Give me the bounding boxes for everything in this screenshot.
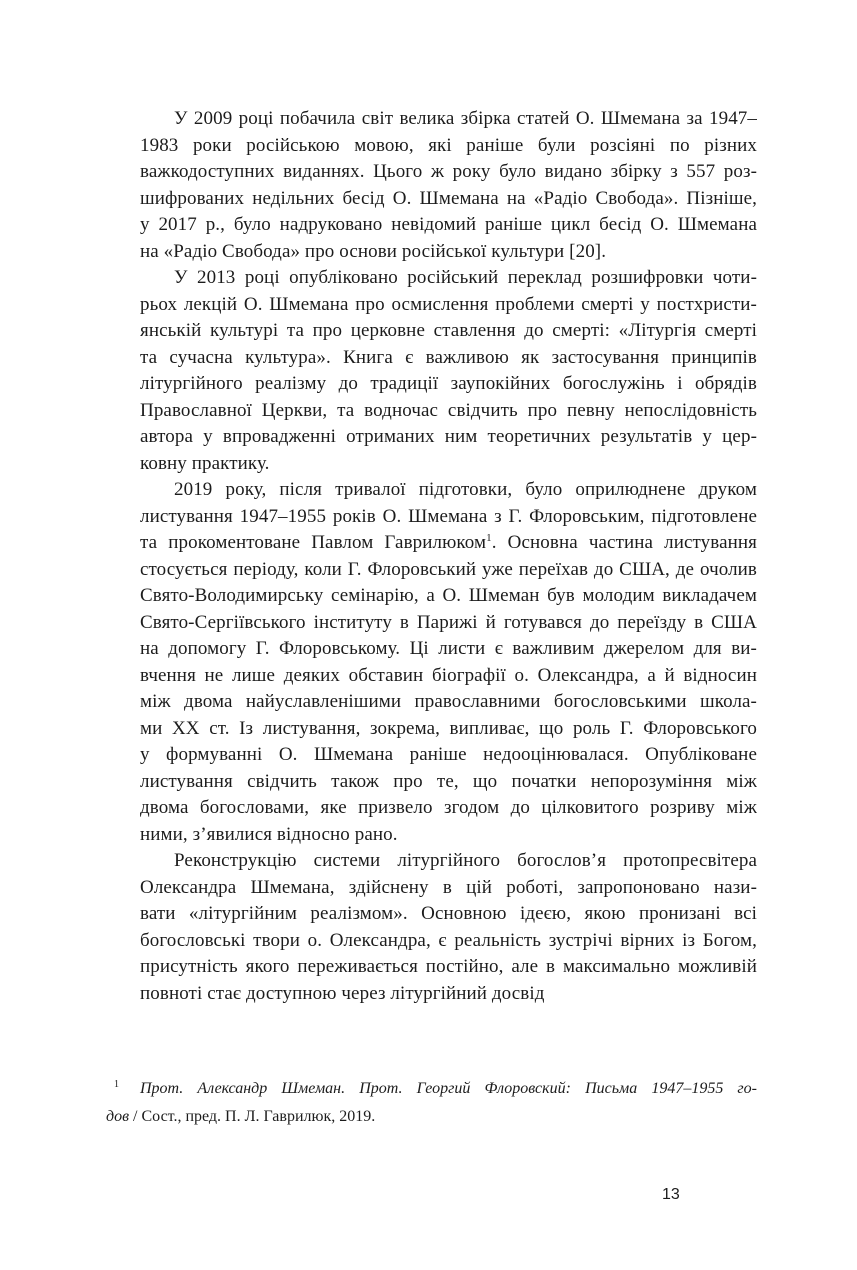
footnote-citation-italic: Прот. Александр Шмеман. Прот. Георгий Флоровский: Письма 1947–1955 го-	[140, 1080, 757, 1097]
text-line: богословські твори о. Олександра, є реальність зустрічі вірних із Богом,	[140, 929, 757, 951]
footnote	[106, 1075, 757, 1131]
paragraph-3	[106, 477, 757, 848]
text-line: на «Радіо Свобода» про основи російської культури [20].	[140, 240, 607, 262]
text-line: янській культурі та про церковне ставлення до смерті: «Літургія смерті	[140, 320, 757, 341]
text-line: у формуванні О. Шмемана раніше недооцінювалася. Опубліковане	[140, 744, 757, 765]
footnote-reference[interactable]: 1	[486, 532, 492, 544]
footnote-line: 1 Прот. Александр Шмеман. Прот. Георгий Флоровский: Письма 1947–1955 го-	[114, 1079, 757, 1097]
paragraph-2	[106, 265, 757, 477]
text-line: шифрованих недільних бесід О. Шмемана на «Радіо Свобода». Пізніше,	[140, 187, 757, 209]
text-line: листування свідчить також про те, що початки непорозуміння між	[140, 770, 757, 792]
text-line: У 2009 році побачила світ велика збірка статей О. Шмемана за 1947–	[174, 108, 757, 129]
footnote-line	[106, 1103, 757, 1131]
text-line: присутність якого переживається постійно, але в максимально можливій	[140, 956, 757, 977]
text-line: вати «літургійним реалізмом». Основною ідеєю, якою пронизані всі	[140, 903, 757, 924]
paragraph-4	[106, 848, 757, 1007]
text-segment: та прокоментоване Павлом Гаврилюком	[140, 532, 487, 553]
footnote-citation-rest: / Сост., пред. П. Л. Гаврилюк, 2019.	[129, 1108, 376, 1125]
text-line: стосується періоду, коли Г. Флоровський уже переїхав до США, де очолив	[140, 558, 757, 580]
text-line: Свято-Володимирську семінарію, а О. Шмеман був молодим викладачем	[140, 585, 757, 606]
paragraph-1	[106, 106, 757, 265]
text-line: на допомогу Г. Флоровському. Ці листи є важливим джерелом для ви-	[140, 638, 757, 659]
text-line: Реконструкцію системи літургійного богослов’я протопресвітера	[174, 850, 757, 871]
text-line: між двома найуславленішими православними богословськими школа-	[140, 691, 757, 712]
text-line: автора у впровадженні отриманих ним теоретичних результатів у цер-	[140, 426, 757, 447]
text-line: ними, з’явилися відносно рано.	[140, 823, 398, 845]
footnote-citation-italic: дов	[106, 1108, 130, 1125]
text-line: ми XX ст. Із листування, зокрема, випливає, що роль Г. Флоровського	[140, 717, 757, 739]
text-line: вчення не лише деяких обставин біографії о. Олександра, а й відносин	[140, 664, 757, 686]
text-line: Олександра Шмемана, здійснену в цій роботі, запропоновано нази-	[140, 876, 757, 898]
text-line: ковну практику.	[140, 452, 270, 474]
text-line: Свято-Сергіївського інституту в Парижі й готувався до переїзду в США	[140, 611, 757, 633]
text-line: У 2013 році опубліковано російський переклад розшифровки чоти-	[174, 267, 757, 288]
text-line: у 2017 р., було надруковано невідомий раніше цикл бесід О. Шмемана	[140, 214, 757, 235]
text-line: рьох лекцій О. Шмемана про осмислення проблеми смерті у постхристи-	[140, 293, 757, 315]
text-line: повноті стає доступною через літургійний досвід	[140, 982, 545, 1004]
page-number: 13	[662, 1186, 680, 1203]
text-line: 2019 року, після тривалої підготовки, було оприлюднене друком	[174, 479, 757, 500]
text-line: 1983 роки російською мовою, які раніше були розсіяні по різних	[140, 134, 757, 156]
text-line: та сучасна культура». Книга є важливою як застосування принципів	[140, 346, 757, 368]
text-segment: . Основна частина листування	[491, 532, 757, 553]
text-line: важкодоступних виданнях. Цього ж року було видано збірку з 557 роз-	[140, 161, 757, 182]
text-line: двома богословами, яке призвело згодом до цілковитого розриву між	[140, 797, 757, 818]
text-line: Православної Церкви, та водночас свідчить про певну непослідовність	[140, 399, 757, 421]
main-text-body	[106, 106, 757, 1007]
text-line-with-footnote	[106, 530, 757, 557]
text-line: літургійного реалізму до традиції заупокійних богослужінь і обрядів	[140, 373, 757, 394]
text-line: листування 1947–1955 років О. Шмемана з Г. Флоровським, підготовлене	[140, 505, 757, 527]
